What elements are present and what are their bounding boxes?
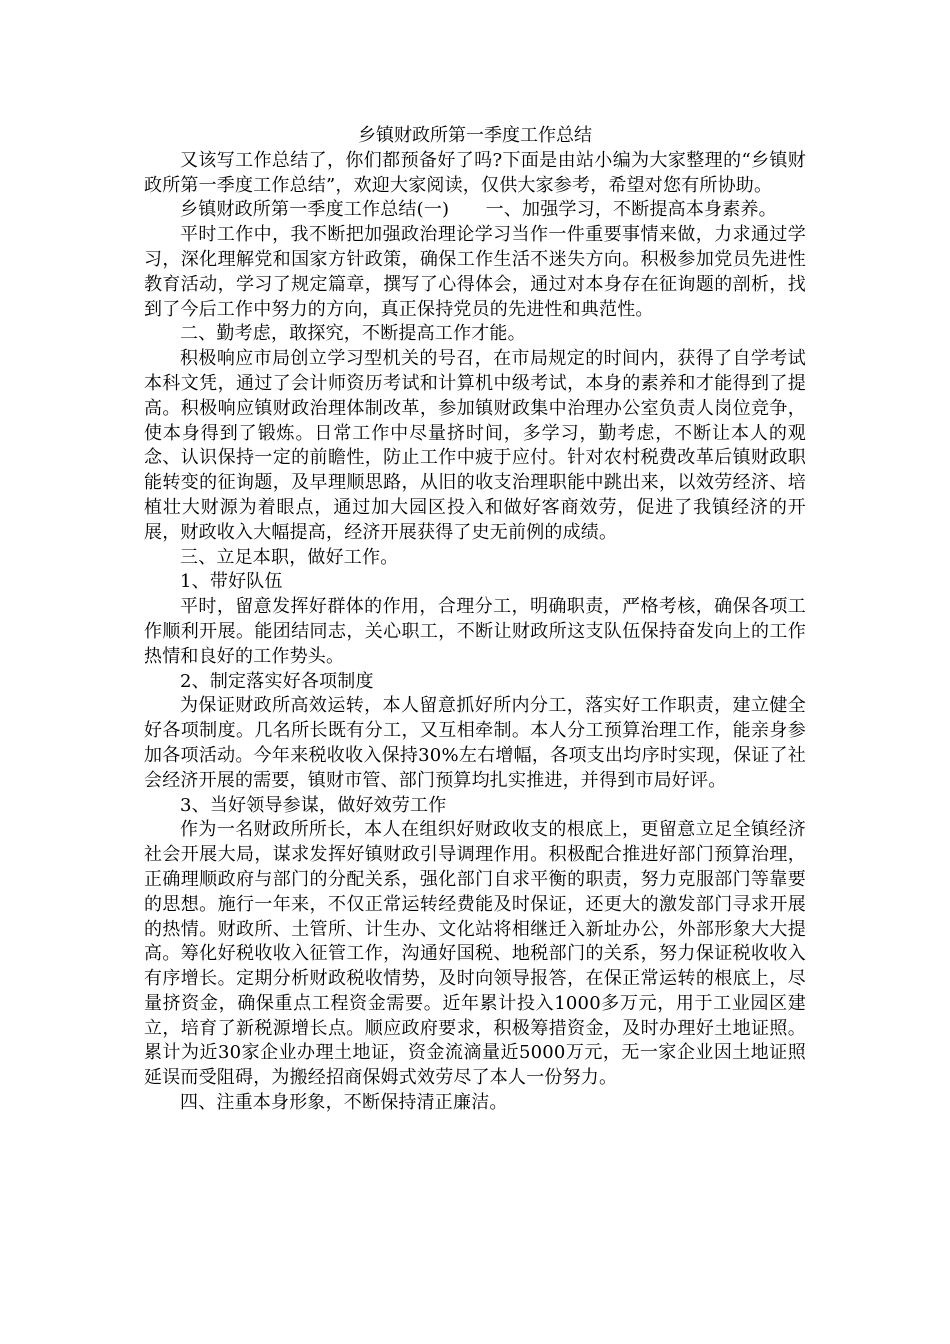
paragraph-heading-two: 二、勤考虑，敢探究，不断提高工作才能。 [180, 323, 526, 345]
paragraph-service: 作为一名财政所所长，本人在组织好财政收支的根底上，更留意立足全镇经济社会开展大局，谋求发挥好镇财政引导调理作用。积极配合推进好部门预算治理，正确理顺政府与部门的分配关系，强化部门自求平衡的职责，努力克服部门等靠要的思想。施行一年来，不仅正常运转经费能及时保证，还更大的激发部门寻求开展的热情。财政所、土管所、计生办、文化站将相继迁入新址办公，外部形象大大提高。筹化好税收收入征管工作，沟通好国税、地税部门的关系，努力保证税收收入有序增长。定期分析财政税收情势，及时向领导报答，在保正常运转的根底上，尽量挤资金，确保重点工程资金需要。近年累计投入1000多万元，用于工业园区建立，培育了新税源增长点。顺应政府要求，积极筹措资金，及时办理好土地证照。累计为近30家企业办理土地证，资金流滴量近5000万元，无一家企业因土地证照延误而受阻碍，为搬经招商保姆式效劳尽了本人一份努力。 [144, 819, 806, 1089]
paragraph-ability: 积极响应市局创立学习型机关的号召，在市局规定的时间内，获得了自学考试本科文凭，通过了会计师资历考试和计算机中级考试，本身的素养和才能得到了提高。积极响应镇财政治理体制改革，参加镇财政集中治理办公室负责人岗位竞争，使本身得到了锻炼。日常工作中尽量挤时间，多学习，勤考虑，不断让本人的观念、认识保持一定的前瞻性，防止工作中疲于应付。针对农村税费改革后镇财政职能转变的征询题，及早理顺思路，从旧的收支治理职能中跳出来，以效劳经济、培植壮大财源为着眼点，通过加大园区投入和做好客商效劳，促进了我镇经济的开展，财政收入大幅提高，经济开展获得了史无前例的成绩。 [144, 348, 806, 543]
paragraph-heading-three: 三、立足本职，做好工作。 [180, 546, 399, 568]
paragraph-heading-four: 四、注重本身形象，不断保持清正廉洁。 [180, 1092, 508, 1114]
paragraph-subheading-team: 1、带好队伍 [180, 571, 283, 593]
paragraph-subheading-service: 3、当好领导参谋，做好效劳工作 [180, 794, 447, 816]
paragraph-heading-one: 乡镇财政所第一季度工作总结(一) 一、加强学习，不断提高本身素养。 [180, 199, 777, 221]
paragraph-intro: 又该写工作总结了，你们都预备好了吗?下面是由站小编为大家整理的“乡镇财政所第一季度工作总结”，欢迎大家阅读，仅供大家参考，希望对您有所协助。 [144, 149, 806, 196]
document-title: 乡镇财政所第一季度工作总结 [358, 125, 592, 146]
paragraph-subheading-rules: 2、制定落实好各项制度 [180, 670, 374, 692]
paragraph-study: 平时工作中，我不断把加强政治理论学习当作一件重要事情来做，力求通过学习，深化理解党和国家方针政策，确保工作生活不迷失方向。积极参加党员先进性教育活动，学习了规定篇章，撰写了心得体会，通过对本身存在征询题的剖析，找到了今后工作中努力的方向，真正保持党员的先进性和典范性。 [144, 224, 806, 320]
paragraph-rules: 为保证财政所高效运转，本人留意抓好所内分工，落实好工作职责，建立健全好各项制度。几名所长既有分工，又互相牵制。本人分工预算治理工作，能亲身参加各项活动。今年来税收收入保持30%左右增幅，各项支出均序时实现，保证了社会经济开展的需要，镇财市管、部门预算均扎实推进，并得到市局好评。 [144, 695, 806, 791]
document-page [144, 124, 806, 1116]
paragraph-team: 平时，留意发挥好群体的作用，合理分工，明确职责，严格考核，确保各项工作顺利开展。能团结同志，关心职工，不断让财政所这支队伍保持奋发向上的工作热情和良好的工作势头。 [144, 596, 806, 667]
